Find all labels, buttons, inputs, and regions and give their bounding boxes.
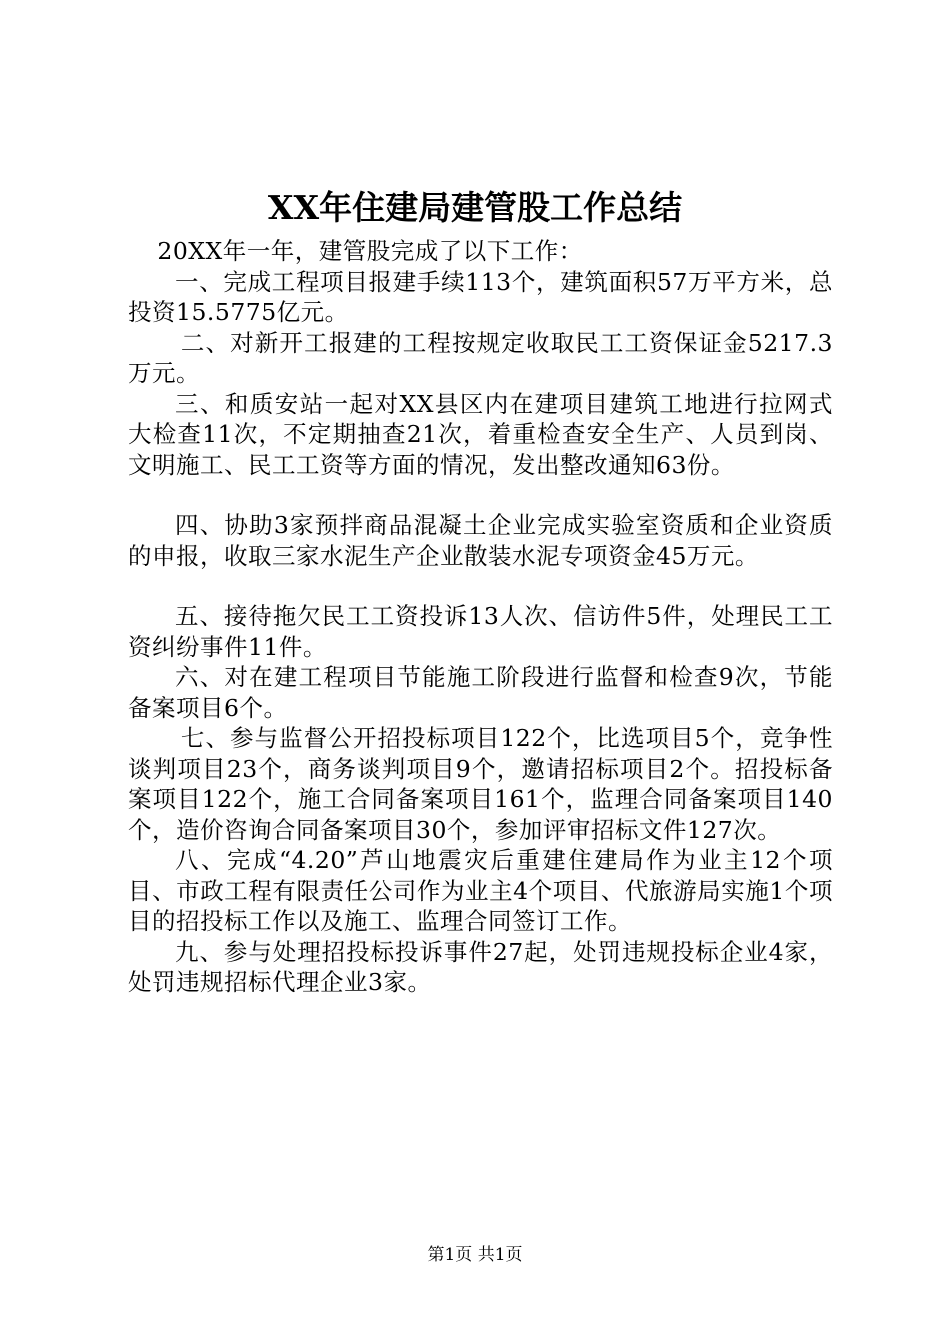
page-footer: 第1页 共1页 <box>427 1245 523 1265</box>
document-title: XX年住建局建管股工作总结 <box>267 188 683 227</box>
paragraph-item-5: 五、接待拖欠民工工资投诉13人次、信访件5件，处理民工工资纠纷事件11件。 <box>128 602 833 661</box>
paragraph-item-1: 一、完成工程项目报建手续113个，建筑面积57万平方米，总投资15.5775亿元。 <box>128 267 833 326</box>
paragraph-intro: 20XX年一年，建管股完成了以下工作： <box>157 237 583 265</box>
paragraph-item-9: 九、参与处理招投标投诉事件27起，处罚违规投标企业4家，处罚违规招标代理企业3家。 <box>128 937 833 996</box>
paragraph-item-7: 七、参与监督公开招投标项目122个，比选项目5个，竞争性谈判项目23个，商务谈判项目9个，邀请招标项目2个。招投标备案项目122个，施工合同备案项目161个，监理合同备案项目140个，造价咨询合同备案项目30个，参加评审招标文件127次。 <box>128 724 833 844</box>
paragraph-item-8: 八、完成“4.20”芦山地震灾后重建住建局作为业主12个项目、市政工程有限责任公司作为业主4个项目、代旅游局实施1个项目的招投标工作以及施工、监理合同签订工作。 <box>128 846 833 935</box>
paragraph-item-6: 六、对在建工程项目节能施工阶段进行监督和检查9次，节能备案项目6个。 <box>128 663 833 722</box>
paragraph-item-2: 二、对新开工报建的工程按规定收取民工工资保证金5217.3万元。 <box>128 328 833 387</box>
document-body <box>128 236 833 998</box>
paragraph-item-3: 三、和质安站一起对XX县区内在建项目建筑工地进行拉网式大检查11次，不定期抽查21次，着重检查安全生产、人员到岗、文明施工、民工工资等方面的情况，发出整改通知63份。 <box>128 389 833 479</box>
paragraph-item-4: 四、协助3家预拌商品混凝土企业完成实验室资质和企业资质的申报，收取三家水泥生产企业散装水泥专项资金45万元。 <box>128 511 833 570</box>
